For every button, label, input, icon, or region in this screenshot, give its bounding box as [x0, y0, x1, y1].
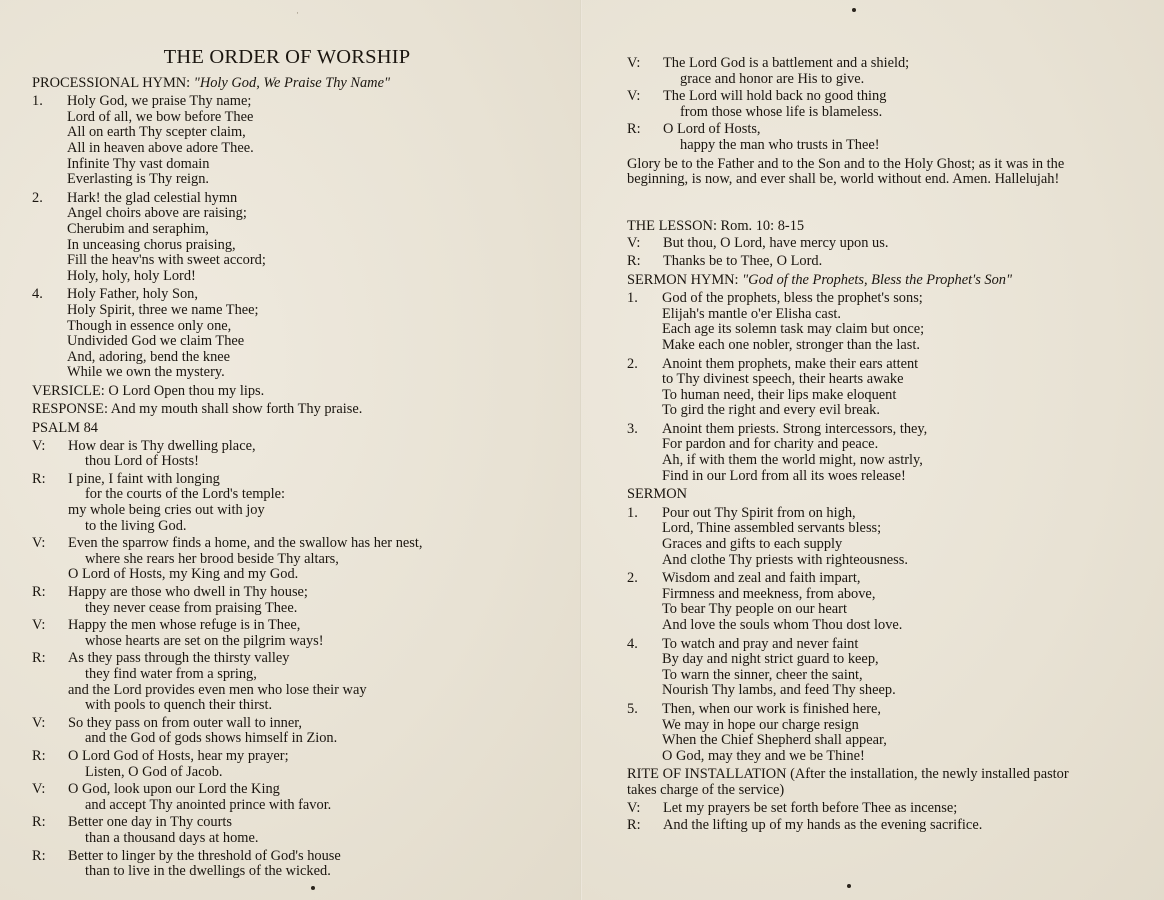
verse-line: To human need, their lips make eloquent [662, 386, 897, 403]
left-column [32, 46, 572, 880]
versicle-response [32, 651, 572, 713]
verse-line: All in heaven above adore Thee. [67, 139, 254, 156]
verse-line: to Thy divinest speech, their hearts awake [662, 371, 904, 388]
versicle-response [32, 439, 572, 470]
text-line: Glory be to the Father and to the Son and to the Holy Ghost; as it was in the [627, 155, 1065, 172]
hymn-stanza [32, 94, 572, 188]
verse-line: By day and night strict guard to keep, [662, 651, 879, 668]
verse-line: Fill the heav'ns with sweet accord; [67, 252, 266, 269]
verse-line: But thou, O Lord, have mercy upon us. [663, 235, 889, 252]
verse-line: To bear Thy people on our heart [662, 601, 847, 618]
verse-line: While we own the mystery. [67, 364, 225, 381]
versicle-response [32, 749, 572, 780]
stanza-lines [662, 571, 902, 633]
verse-line: As they pass through the thirsty valley [68, 650, 290, 667]
hymn-stanza [627, 291, 1147, 353]
verse-line: with pools to quench their thirst. [85, 697, 273, 714]
post-sermon-hymn [627, 506, 1147, 765]
stanza-number: 4. [32, 286, 43, 303]
stanza-lines [67, 287, 259, 381]
verse-line: and the God of gods shows himself in Zion. [85, 730, 338, 747]
speaker-tag: V: [627, 55, 641, 71]
stanza-lines [663, 56, 909, 87]
psalm-heading: PSALM 84 [32, 420, 98, 437]
right-column [627, 54, 1147, 834]
speaker-tag: R: [32, 747, 46, 764]
speaker-tag: R: [32, 650, 46, 667]
stanza-number: 5. [627, 700, 638, 717]
stanza-lines [68, 651, 367, 713]
versicle-response [627, 89, 1147, 120]
stanza-number: 2. [627, 355, 638, 372]
verse-line: To gird the right and every evil break. [662, 402, 880, 419]
stanza-lines [68, 618, 324, 649]
stanza-lines [68, 815, 258, 846]
stanza-lines [662, 291, 924, 353]
response: RESPONSE: And my mouth shall show forth Thy praise. [32, 401, 363, 418]
stanza-lines [68, 782, 331, 813]
verse-line: Find in our Lord from all its woes release! [662, 467, 906, 484]
verse-line: Wisdom and zeal and faith impart, [662, 570, 861, 587]
stanza-lines [68, 749, 289, 780]
processional-label: PROCESSIONAL HYMN: [32, 74, 194, 91]
verse-line: I pine, I faint with longing [68, 470, 220, 487]
verse-line: Though in essence only one, [67, 317, 232, 334]
lesson-responses [627, 236, 1147, 269]
speaker-tag: R: [627, 121, 641, 138]
page-title: THE ORDER OF WORSHIP [163, 46, 411, 68]
hymn-stanza [627, 357, 1147, 419]
versicle-response [627, 254, 1147, 270]
verse-line: and the Lord provides even men who lose their way [68, 681, 367, 698]
speaker-tag: V: [627, 88, 641, 105]
gloria-patri [627, 157, 1147, 188]
stanza-lines [663, 801, 957, 817]
speaker-tag: V: [32, 781, 46, 798]
verse-line: And, adoring, bend the knee [67, 348, 231, 365]
verse-line: whose hearts are set on the pilgrim ways! [85, 632, 324, 649]
hymn-stanza [32, 287, 572, 381]
verse-line: to the living God. [85, 517, 187, 534]
verse-line: Thanks be to Thee, O Lord. [663, 252, 823, 269]
verse-line: Angel choirs above are raising; [67, 205, 247, 222]
verse-line: thou Lord of Hosts! [85, 453, 199, 470]
verse-line: Holy Spirit, three we name Thee; [67, 301, 259, 318]
stanza-number: 4. [627, 635, 638, 652]
speaker-tag: R: [32, 584, 46, 600]
sermon-heading: SERMON [627, 486, 687, 503]
verse-line: for the courts of the Lord's temple: [85, 486, 286, 503]
verse-line: O God, may they and we be Thine! [662, 747, 865, 764]
verse-line: To watch and pray and never faint [662, 635, 859, 652]
stanza-lines [662, 422, 927, 484]
versicle-response [32, 472, 572, 534]
text-line: beginning, is now, and ever shall be, world without end. Amen. Hallelujah! [627, 171, 1060, 188]
sermon-hymn-title: "God of the Prophets, Bless the Prophet's Son" [742, 271, 1013, 288]
speaker-tag: V: [32, 535, 46, 552]
verse-line: Better one day in Thy courts [68, 814, 232, 831]
verse-line: To warn the sinner, cheer the saint, [662, 666, 863, 683]
verse-line: Make each one nobler, stronger than the last. [662, 336, 920, 353]
verse-line: Hark! the glad celestial hymn [67, 189, 238, 206]
hymn-stanza [32, 191, 572, 285]
verse-line: happy the man who trusts in Thee! [680, 136, 880, 153]
hymn-stanza [627, 637, 1147, 699]
speaker-tag: R: [32, 847, 46, 864]
sermon-hymn-heading [627, 273, 1147, 289]
versicle-response [32, 585, 572, 616]
verse-line: from those whose life is blameless. [680, 103, 883, 120]
verse-line: they never cease from praising Thee. [85, 599, 298, 616]
verse-line: Anoint them priests. Strong intercessors, they, [662, 420, 928, 437]
stanza-lines [662, 506, 908, 568]
speaker-tag: R: [32, 814, 46, 831]
verse-line: O Lord God of Hosts, hear my prayer; [68, 747, 289, 764]
verse-line: Better to linger by the threshold of God's house [68, 847, 341, 864]
stanza-lines [663, 254, 822, 270]
verse-line: Lord of all, we bow before Thee [67, 108, 254, 125]
page-dot [847, 884, 851, 888]
verse-line: In unceasing chorus praising, [67, 236, 236, 253]
right-page [582, 0, 1164, 900]
speaker-tag: R: [32, 470, 46, 487]
stanza-lines [663, 89, 886, 120]
versicle-response [32, 849, 572, 880]
verse-line: Happy the men whose refuge is in Thee, [68, 617, 301, 634]
versicle: VERSICLE: O Lord Open thou my lips. [32, 382, 265, 399]
speaker-tag: V: [627, 799, 641, 816]
psalm-84 [32, 439, 572, 880]
text-line: RITE OF INSTALLATION (After the installation, the newly installed pastor [627, 766, 1069, 783]
verse-line: Infinite Thy vast domain [67, 155, 210, 172]
verse-line: than to live in the dwellings of the wicked. [85, 863, 331, 880]
stanza-number: 1. [627, 290, 638, 307]
stanza-lines [67, 94, 254, 188]
stanza-number: 1. [627, 504, 638, 521]
speaker-tag: V: [627, 235, 641, 252]
verse-line: where she rears her brood beside Thy altars, [85, 550, 339, 567]
rite-of-installation [627, 767, 1147, 798]
verse-line: Each age its solemn task may claim but once; [662, 321, 925, 338]
stanza-lines [663, 122, 880, 153]
speaker-tag: V: [32, 617, 46, 634]
speaker-tag: V: [32, 714, 46, 731]
versicle-response [32, 815, 572, 846]
verse-line: When the Chief Shepherd shall appear, [662, 732, 887, 749]
speaker-tag: R: [627, 817, 641, 834]
verse-line: We may in hope our charge resign [662, 716, 859, 733]
stanza-number: 2. [32, 189, 43, 206]
hymn-stanza [627, 506, 1147, 568]
stanza-lines [67, 191, 266, 285]
verse-line: O God, look upon our Lord the King [68, 781, 280, 798]
versicle-response [627, 56, 1147, 87]
stanza-lines [68, 585, 308, 616]
verse-line: Even the sparrow finds a home, and the swallow has her nest, [68, 535, 423, 552]
verse-line: Happy are those who dwell in Thy house; [68, 584, 308, 600]
verse-line: Pour out Thy Spirit from on high, [662, 504, 856, 521]
stanza-lines [68, 472, 285, 534]
verse-line: O Lord of Hosts, my King and my God. [68, 566, 299, 583]
hymn-stanza [627, 702, 1147, 764]
hymn-stanza [627, 571, 1147, 633]
speaker-tag: V: [32, 437, 46, 454]
verse-line: Cherubim and seraphim, [67, 220, 209, 237]
stanza-lines [662, 637, 896, 699]
versicle-response [627, 122, 1147, 153]
verse-line: they find water from a spring, [85, 665, 257, 682]
sermon-hymn-label: SERMON HYMN: [627, 271, 743, 288]
stanza-number: 2. [627, 570, 638, 587]
verse-line: Elijah's mantle o'er Elisha cast. [662, 305, 842, 322]
stanza-lines [662, 702, 887, 764]
verse-line: Graces and gifts to each supply [662, 536, 843, 553]
verse-line: Anoint them prophets, make their ears attent [662, 355, 919, 372]
stanza-lines [68, 439, 256, 470]
versicle-response [627, 818, 1147, 834]
stanza-lines [663, 236, 888, 252]
verse-line: than a thousand days at home. [85, 829, 259, 846]
verse-line: Holy Father, holy Son, [67, 286, 198, 303]
rite-responses [627, 801, 1147, 834]
verse-line: And the lifting up of my hands as the evening sacrifice. [663, 817, 983, 834]
verse-line: Undivided God we claim Thee [67, 333, 245, 350]
lesson-heading: THE LESSON: Rom. 10: 8-15 [627, 217, 805, 234]
verse-line: So they pass on from outer wall to inner, [68, 714, 303, 731]
page-dot [311, 886, 315, 890]
verse-line: O Lord of Hosts, [663, 121, 761, 138]
verse-line: grace and honor are His to give. [680, 70, 865, 87]
sermon-hymn [627, 291, 1147, 484]
verse-line: my whole being cries out with joy [68, 502, 265, 519]
verse-line: Firmness and meekness, from above, [662, 585, 876, 602]
stanza-number: 3. [627, 420, 638, 437]
versicle-response [32, 618, 572, 649]
verse-line: Holy God, we praise Thy name; [67, 93, 252, 110]
stanza-lines [68, 536, 422, 583]
versicle-response [32, 782, 572, 813]
processional-title: "Holy God, We Praise Thy Name" [193, 74, 391, 91]
stanza-number: 1. [32, 93, 43, 110]
verse-line: And love the souls whom Thou dost love. [662, 617, 903, 633]
verse-line: Ah, if with them the world might, now astrly, [662, 452, 923, 469]
verse-line: Everlasting is Thy reign. [67, 171, 210, 188]
verse-line: God of the prophets, bless the prophet's sons; [662, 290, 923, 307]
processional-hymn [32, 94, 572, 381]
verse-line: And clothe Thy priests with righteousness. [662, 551, 908, 568]
verse-line: Holy, holy, holy Lord! [67, 267, 196, 284]
stanza-lines [68, 849, 341, 880]
verse-line: Nourish Thy lambs, and feed Thy sheep. [662, 682, 896, 699]
versicle-response [627, 236, 1147, 252]
verse-line: and accept Thy anointed prince with favor. [85, 796, 332, 813]
page-speck: · [296, 8, 299, 18]
versicle-response [627, 801, 1147, 817]
speaker-tag: R: [627, 252, 641, 269]
verse-line: The Lord God is a battlement and a shield; [663, 55, 910, 71]
page-dot [852, 8, 856, 12]
stanza-lines [68, 716, 337, 747]
psalm-continued [627, 56, 1147, 154]
versicle-response [32, 536, 572, 583]
stanza-lines [663, 818, 982, 834]
verse-line: Listen, O God of Jacob. [85, 763, 223, 780]
text-line: takes charge of the service) [627, 781, 785, 798]
stanza-lines [662, 357, 918, 419]
versicle-response [32, 716, 572, 747]
verse-line: Let my prayers be set forth before Thee as incense; [663, 799, 958, 816]
verse-line: Then, when our work is finished here, [662, 700, 882, 717]
verse-line: How dear is Thy dwelling place, [68, 437, 256, 454]
hymn-stanza [627, 422, 1147, 484]
verse-line: Lord, Thine assembled servants bless; [662, 520, 882, 537]
verse-line: All on earth Thy scepter claim, [67, 124, 246, 141]
verse-line: For pardon and for charity and peace. [662, 436, 879, 453]
verse-line: The Lord will hold back no good thing [663, 88, 887, 105]
processional-hymn-heading [32, 76, 572, 92]
